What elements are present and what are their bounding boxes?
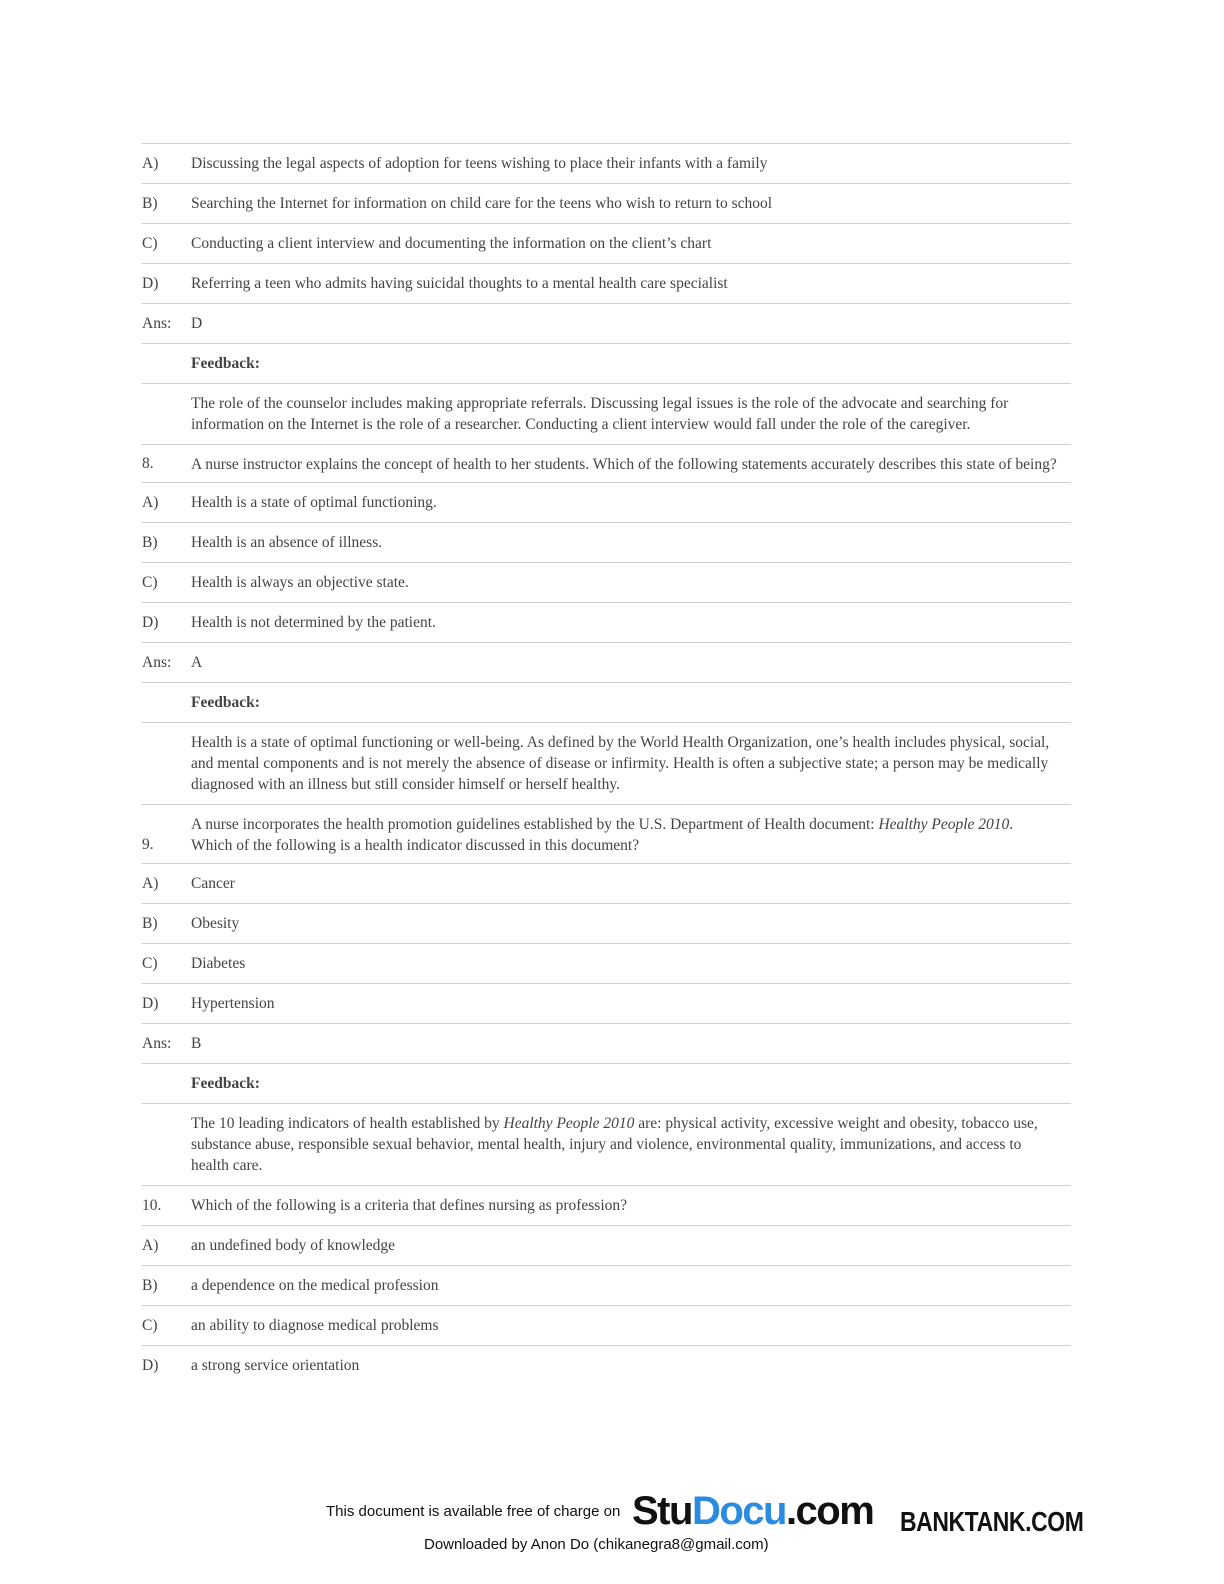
option-row: [142, 904, 1071, 944]
feedback-row: [142, 1104, 1071, 1185]
option-text: Health is an absence of illness.: [191, 534, 383, 552]
feedback-text: The role of the counselor includes making appropriate referrals. Discussing legal issues is the role of the advocate and searching for information on the Internet is the role of a researcher. Conducting a client interview would fall under the role of the caregiver.: [191, 395, 1009, 433]
option-row: [142, 563, 1071, 603]
option-label: A): [142, 875, 159, 893]
option-row: [142, 944, 1071, 984]
option-text: a dependence on the medical profession: [191, 1276, 439, 1294]
option-label: A): [142, 494, 159, 512]
option-row: [142, 523, 1071, 563]
feedback-row: [142, 723, 1071, 804]
option-label: B): [142, 534, 158, 552]
question-number: 8.: [142, 455, 154, 473]
option-text: Discussing the legal aspects of adoption for teens wishing to place their infants with a family: [191, 155, 768, 172]
option-label: C): [142, 235, 158, 252]
banktank-logo: BANKTANK.COM: [900, 1506, 1084, 1537]
option-label: A): [142, 155, 159, 172]
option-label: B): [142, 1276, 158, 1294]
option-row: [142, 1346, 1071, 1386]
option-row: [142, 144, 1071, 184]
option-label: D): [142, 614, 159, 632]
answer-label: Ans:: [142, 315, 172, 332]
option-label: D): [142, 1356, 159, 1374]
document-title: Healthy People 2010: [878, 815, 1010, 833]
feedback-heading-row: [142, 344, 1071, 384]
answer-row: [142, 304, 1071, 344]
feedback-label: Feedback:: [191, 355, 260, 372]
answer-value: A: [191, 654, 203, 672]
feedback-row: [142, 384, 1071, 445]
answer-row: [142, 643, 1071, 683]
question-row: [142, 445, 1071, 484]
download-credit: Downloaded by Anon Do (chikanegra8@gmail.com): [424, 1536, 769, 1553]
document-title: Healthy People 2010: [503, 1115, 635, 1133]
option-row: [142, 1306, 1071, 1346]
option-label: D): [142, 995, 159, 1013]
feedback-text: The 10 leading indicators of health established by Healthy People 2010 are: physical activity, excessive weight and obesity, tobacco use, substance abuse, responsible sexual behavior, mental health, injury and violence, environmental quality, immunizations, and access to health care.: [191, 1115, 1038, 1174]
option-label: B): [142, 195, 158, 212]
question-number: 10.: [142, 1196, 162, 1214]
studocu-logo[interactable]: StuDocu.com: [632, 1489, 874, 1533]
option-row: [142, 984, 1071, 1024]
option-text: an ability to diagnose medical problems: [191, 1316, 439, 1334]
option-text: Obesity: [191, 915, 240, 933]
question-text: A nurse incorporates the health promotion guidelines established by the U.S. Department of Health document: Healthy People 2010. Which of the following is a health indicator discussed in this document?: [191, 815, 1014, 854]
option-text: an undefined body of knowledge: [191, 1236, 396, 1254]
option-row: [142, 864, 1071, 904]
answer-row: [142, 1024, 1071, 1064]
feedback-text: Health is a state of optimal functioning or well-being. As defined by the World Health Organization, one’s health includes physical, social, and mental components and is not merely the absence of disease or infirmity. Health is often a subjective state; a person may be medically diagnosed with an illness but still consider himself or herself healthy.: [191, 734, 1050, 793]
option-text: Hypertension: [191, 995, 275, 1013]
question-row: [142, 1186, 1071, 1226]
option-text: Cancer: [191, 875, 235, 893]
option-row: [142, 1226, 1071, 1266]
option-row: [142, 483, 1071, 523]
option-text: a strong service orientation: [191, 1356, 360, 1374]
feedback-heading-row: [142, 683, 1071, 723]
option-text: Conducting a client interview and documenting the information on the client’s chart: [191, 235, 712, 252]
option-text: Referring a teen who admits having suicidal thoughts to a mental health care specialist: [191, 275, 728, 292]
option-label: B): [142, 915, 158, 933]
feedback-heading-row: [142, 1064, 1071, 1104]
question-text: A nurse instructor explains the concept of health to her students. Which of the following statements accurately describes this state of being?: [191, 455, 1057, 473]
option-row: [142, 224, 1071, 264]
option-row: [142, 603, 1071, 643]
question-number: 9.: [142, 836, 154, 854]
option-label: C): [142, 1316, 158, 1334]
question-table: [142, 143, 1071, 1386]
option-label: D): [142, 275, 159, 292]
question-row: [142, 805, 1071, 865]
answer-label: Ans:: [142, 654, 172, 672]
option-text: Health is always an objective state.: [191, 574, 409, 592]
answer-label: Ans:: [142, 1035, 172, 1053]
option-text: Diabetes: [191, 955, 246, 973]
feedback-label: Feedback:: [191, 694, 260, 712]
answer-value: B: [191, 1035, 202, 1053]
option-text: Searching the Internet for information on child care for the teens who wish to return to school: [191, 195, 773, 212]
answer-value: D: [191, 315, 203, 332]
option-label: C): [142, 574, 158, 592]
question-text: Which of the following is a criteria that defines nursing as profession?: [191, 1196, 628, 1214]
option-text: Health is a state of optimal functioning.: [191, 494, 437, 512]
option-text: Health is not determined by the patient.: [191, 614, 436, 632]
footer-banner: [326, 1488, 1086, 1536]
option-row: [142, 264, 1071, 304]
option-row: [142, 1266, 1071, 1306]
availability-text: This document is available free of charge on: [326, 1503, 621, 1520]
option-label: A): [142, 1236, 159, 1254]
option-row: [142, 184, 1071, 224]
feedback-label: Feedback:: [191, 1075, 260, 1093]
option-label: C): [142, 955, 158, 973]
